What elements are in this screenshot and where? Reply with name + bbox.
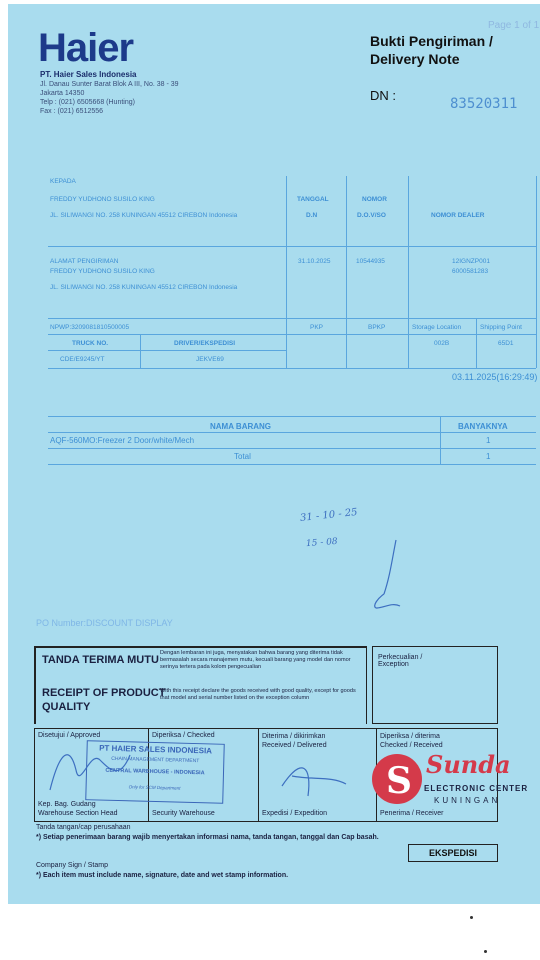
receipt-title-id: TANDA TERIMA MUTU xyxy=(42,654,159,666)
checked-received-label: Diperiksa / diterima Checked / Received xyxy=(380,733,443,749)
stamp-line-2: CHAIN MANAGEMENT DEPARTMENT xyxy=(111,755,200,765)
sunda-logo-name: Sunda xyxy=(426,750,511,779)
divider xyxy=(48,350,286,351)
item-qty: 1 xyxy=(486,436,491,445)
dealer-code-1: 12IGNZP001 xyxy=(452,258,490,265)
driver-header: DRIVER/EKSPEDISI xyxy=(174,340,236,347)
address-line-1: Jl. Danau Sunter Barat Blok A III, No. 38 - 39 xyxy=(40,81,179,88)
sunda-logo-line-2: KUNINGAN xyxy=(434,796,501,805)
copy-label-box: EKSPEDISI xyxy=(408,844,498,862)
paper-speck xyxy=(484,950,487,953)
stamp-line-4: Only for SCM Department xyxy=(128,784,181,791)
receipt-title-en xyxy=(42,686,165,714)
company-address xyxy=(40,80,179,116)
dn-date: 31.10.2025 xyxy=(298,258,331,265)
pkp-label: PKP xyxy=(310,324,324,331)
ship-to-name: FREDDY YUDHONO SUSILO KING xyxy=(50,268,155,275)
tanggal-header: TANGGAL xyxy=(297,196,329,203)
warehouse-head-label: Kep. Bag. Gudang Warehouse Section Head xyxy=(38,801,118,817)
note-id-title: Tanda tangan/cap perusahaan xyxy=(36,824,131,831)
shipping-point-value: 65D1 xyxy=(498,340,514,347)
note-id: *) Setiap penerimaan barang wajib menyertakan informasi nama, tanda tangan, tanggal dan Cap basah. xyxy=(36,834,379,841)
handwritten-date: 31 - 10 - 25 xyxy=(299,507,359,524)
bpkp-label: BPKP xyxy=(368,324,386,331)
print-timestamp: 03.11.2025(16:29:49) xyxy=(452,372,538,382)
receipt-title-en-line-1: RECEIPT OF PRODUCT xyxy=(42,687,166,699)
item-qty-header: BANYAKNYA xyxy=(458,422,508,431)
company-name: PT. Haier Sales Indonesia xyxy=(40,70,137,79)
stamp-line-1: PT HAIER SALES INDONESIA xyxy=(99,743,213,756)
divider xyxy=(48,416,536,417)
deliverer-signature xyxy=(272,746,352,806)
ship-to-address: JL. SILIWANGI NO. 258 KUNINGAN 45512 CIREBON Indonesia xyxy=(50,284,238,291)
signature-scribble xyxy=(366,536,408,612)
column-divider xyxy=(476,318,477,368)
expedition-label: Expedisi / Expedition xyxy=(262,810,327,817)
approver-signature xyxy=(40,740,140,800)
divider xyxy=(48,464,536,465)
po-number: PO Number:DISCOUNT DISPLAY xyxy=(36,618,173,628)
nomor-subheader: D.O.V/SO xyxy=(357,212,386,219)
column-divider xyxy=(440,416,441,464)
title-english: Delivery Note xyxy=(370,51,460,67)
total-value: 1 xyxy=(486,452,491,461)
receiver-label: Penerima / Receiver xyxy=(380,810,444,817)
received-delivered-label: Diterima / dikirimkan Received / Delivered xyxy=(262,733,327,749)
do-number: 10544935 xyxy=(356,258,385,265)
divider xyxy=(48,432,536,433)
sunda-logo-letter: S xyxy=(386,760,412,802)
checked-label: Diperiksa / Checked xyxy=(152,732,215,739)
signature-column-divider xyxy=(258,728,259,822)
haier-logo: Haier xyxy=(38,26,134,70)
truck-number: CDE/E9245/YT xyxy=(60,356,105,363)
divider xyxy=(48,246,536,247)
handwritten-time: 15 - 08 xyxy=(305,536,338,550)
dealer-code-2: 6000581283 xyxy=(452,268,489,275)
receipt-text-id: Dengan lembaran ini juga, menyatakan bahwa barang yang diterima tidak bermasalah secara manajemen mutu, kecuali barang yang model dan nomor serinya tertera pada kolom pengecualian xyxy=(160,650,351,670)
security-label: Security Warehouse xyxy=(152,810,215,817)
item-name-header: NAMA BARANG xyxy=(210,422,272,431)
sunda-logo-line-1: ELECTRONIC CENTER xyxy=(424,784,529,793)
column-divider xyxy=(408,176,409,368)
paper-speck xyxy=(470,916,473,919)
dn-number: 83520311 xyxy=(450,96,518,112)
kepada-label: KEPADA xyxy=(50,178,76,185)
table-right-border xyxy=(536,176,537,368)
divider xyxy=(48,318,536,319)
npwp: NPWP:3209081810500005 xyxy=(50,324,130,331)
item-name: AQF-560MO:Freezer 2 Door/white/Mech xyxy=(50,436,195,445)
receipt-title-en-line-2: QUALITY xyxy=(42,701,91,713)
divider xyxy=(48,334,536,335)
exception-label: Perkecualian / Exception xyxy=(378,654,423,668)
phone-line: Telp : (021) 6505668 (Hunting) xyxy=(40,99,135,106)
dn-label: DN : xyxy=(370,88,396,103)
shipping-address-label: ALAMAT PENGIRIMAN xyxy=(50,258,119,265)
note-en-title: Company Sign / Stamp xyxy=(36,862,108,869)
truck-header: TRUCK NO. xyxy=(72,340,109,347)
total-label: Total xyxy=(234,452,251,461)
page-indicator: Page 1 of 1 xyxy=(488,20,540,31)
recipient-name: FREDDY YUDHONO SUSILO KING xyxy=(50,196,155,203)
document-title xyxy=(370,32,493,68)
dealer-header: NOMOR DEALER xyxy=(431,212,485,219)
column-divider xyxy=(346,176,347,368)
tanggal-subheader: D.N xyxy=(306,212,318,219)
divider xyxy=(48,448,536,449)
nomor-header: NOMOR xyxy=(362,196,387,203)
column-divider xyxy=(286,176,287,368)
shipping-point-label: Shipping Point xyxy=(480,324,522,331)
title-indonesian: Bukti Pengiriman / xyxy=(370,33,493,49)
divider xyxy=(48,368,536,369)
approved-label: Disetujui / Approved xyxy=(38,732,101,739)
recipient-address: JL. SILIWANGI NO. 258 KUNINGAN 45512 CIREBON Indonesia xyxy=(50,212,238,219)
stamp-line-3: CENTRAL WAREHOUSE - INDONESIA xyxy=(105,767,205,777)
storage-location-value: 002B xyxy=(434,340,450,347)
driver-name: JEKVE69 xyxy=(196,356,224,363)
storage-location-label: Storage Location xyxy=(412,324,462,331)
column-divider xyxy=(140,334,141,368)
note-en: *) Each item must include name, signature, date and wet stamp information. xyxy=(36,872,289,879)
fax-line: Fax : (021) 6512556 xyxy=(40,108,104,115)
receipt-text-en: With this receipt declare the goods received with good quality, except for goods that model and serial number listed on the exception column xyxy=(160,688,356,701)
address-line-2: Jakarta 14350 xyxy=(40,90,85,97)
